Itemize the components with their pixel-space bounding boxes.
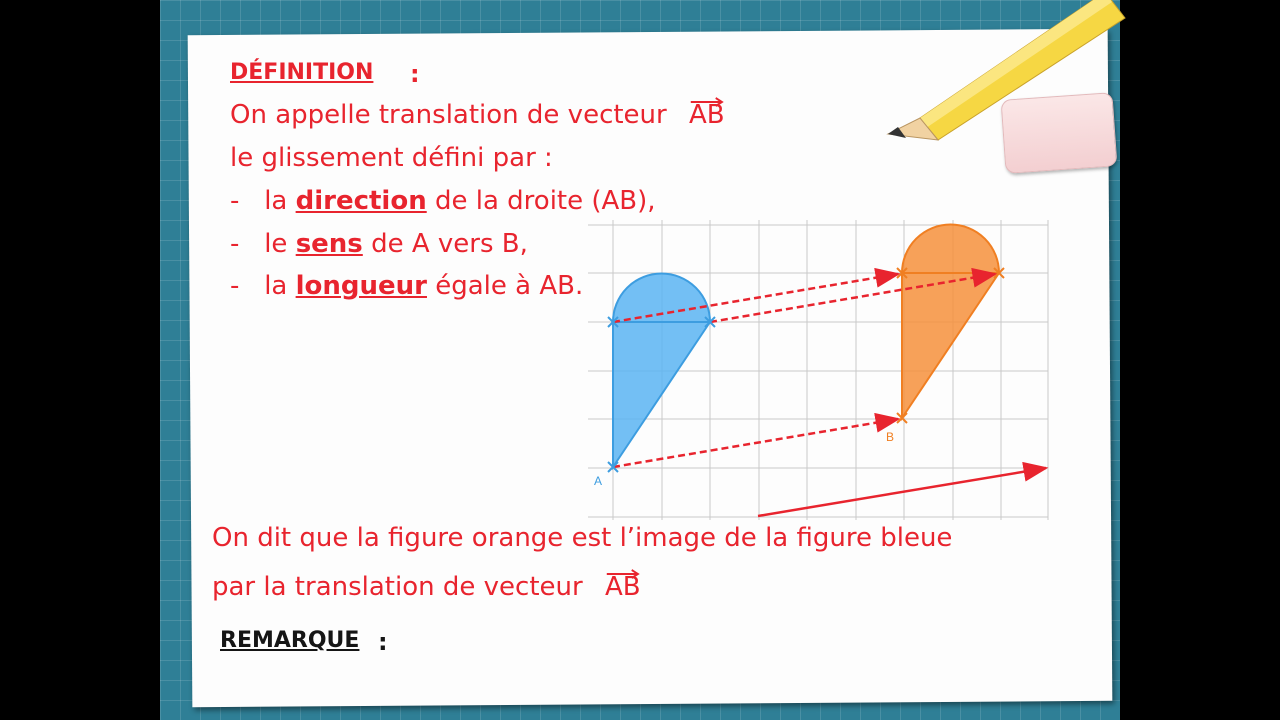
item-post: de A vers B, [371, 229, 528, 259]
definition-colon: : [410, 60, 420, 88]
definition-title [230, 60, 373, 85]
definition-item-sens [230, 229, 528, 259]
item-pre: le [264, 229, 288, 259]
conclusion-line-2-text: par la translation de vecteur [212, 572, 583, 602]
item-pre: la [264, 186, 288, 216]
right-edge [1272, 0, 1280, 720]
item-keyword-sens: sens [295, 229, 363, 259]
remark-title [220, 628, 359, 653]
item-dash: - [230, 186, 240, 216]
vector-arrow-icon [605, 569, 641, 579]
definition-item-longueur [230, 271, 583, 301]
conclusion-line-2 [212, 572, 641, 602]
vector-arrow-icon [689, 97, 725, 107]
definition-line-1 [230, 100, 725, 130]
orange-shape [902, 225, 999, 419]
vector-ab-arrow [758, 468, 1046, 516]
item-keyword-longueur: longueur [295, 271, 427, 301]
item-dash: - [230, 271, 240, 301]
definition-line-1-text: On appelle translation de vecteur [230, 100, 667, 130]
vector-ab-label: AB [604, 572, 641, 602]
point-b-label: B [886, 430, 895, 444]
translation-figure [580, 215, 1060, 525]
item-keyword-direction: direction [295, 186, 427, 216]
item-post: égale à AB. [435, 271, 584, 301]
remark-colon: : [378, 628, 388, 656]
item-pre: la [264, 271, 288, 301]
vector-ab-label: AB [688, 100, 725, 130]
definition-item-direction [230, 186, 656, 216]
point-a-label: A [594, 474, 603, 488]
definition-title-text: DÉFINITION [230, 60, 374, 85]
vector-ab [605, 572, 641, 602]
item-dash: - [230, 229, 240, 259]
vector-ab [689, 100, 725, 130]
definition-line-2: le glissement défini par : [230, 143, 553, 173]
eraser-icon [1001, 92, 1118, 174]
conclusion-line-1: On dit que la figure orange est l’image de la figure bleue [212, 523, 953, 553]
remark-title-text: REMARQUE [220, 628, 360, 653]
item-post: de la droite (AB), [434, 186, 656, 216]
